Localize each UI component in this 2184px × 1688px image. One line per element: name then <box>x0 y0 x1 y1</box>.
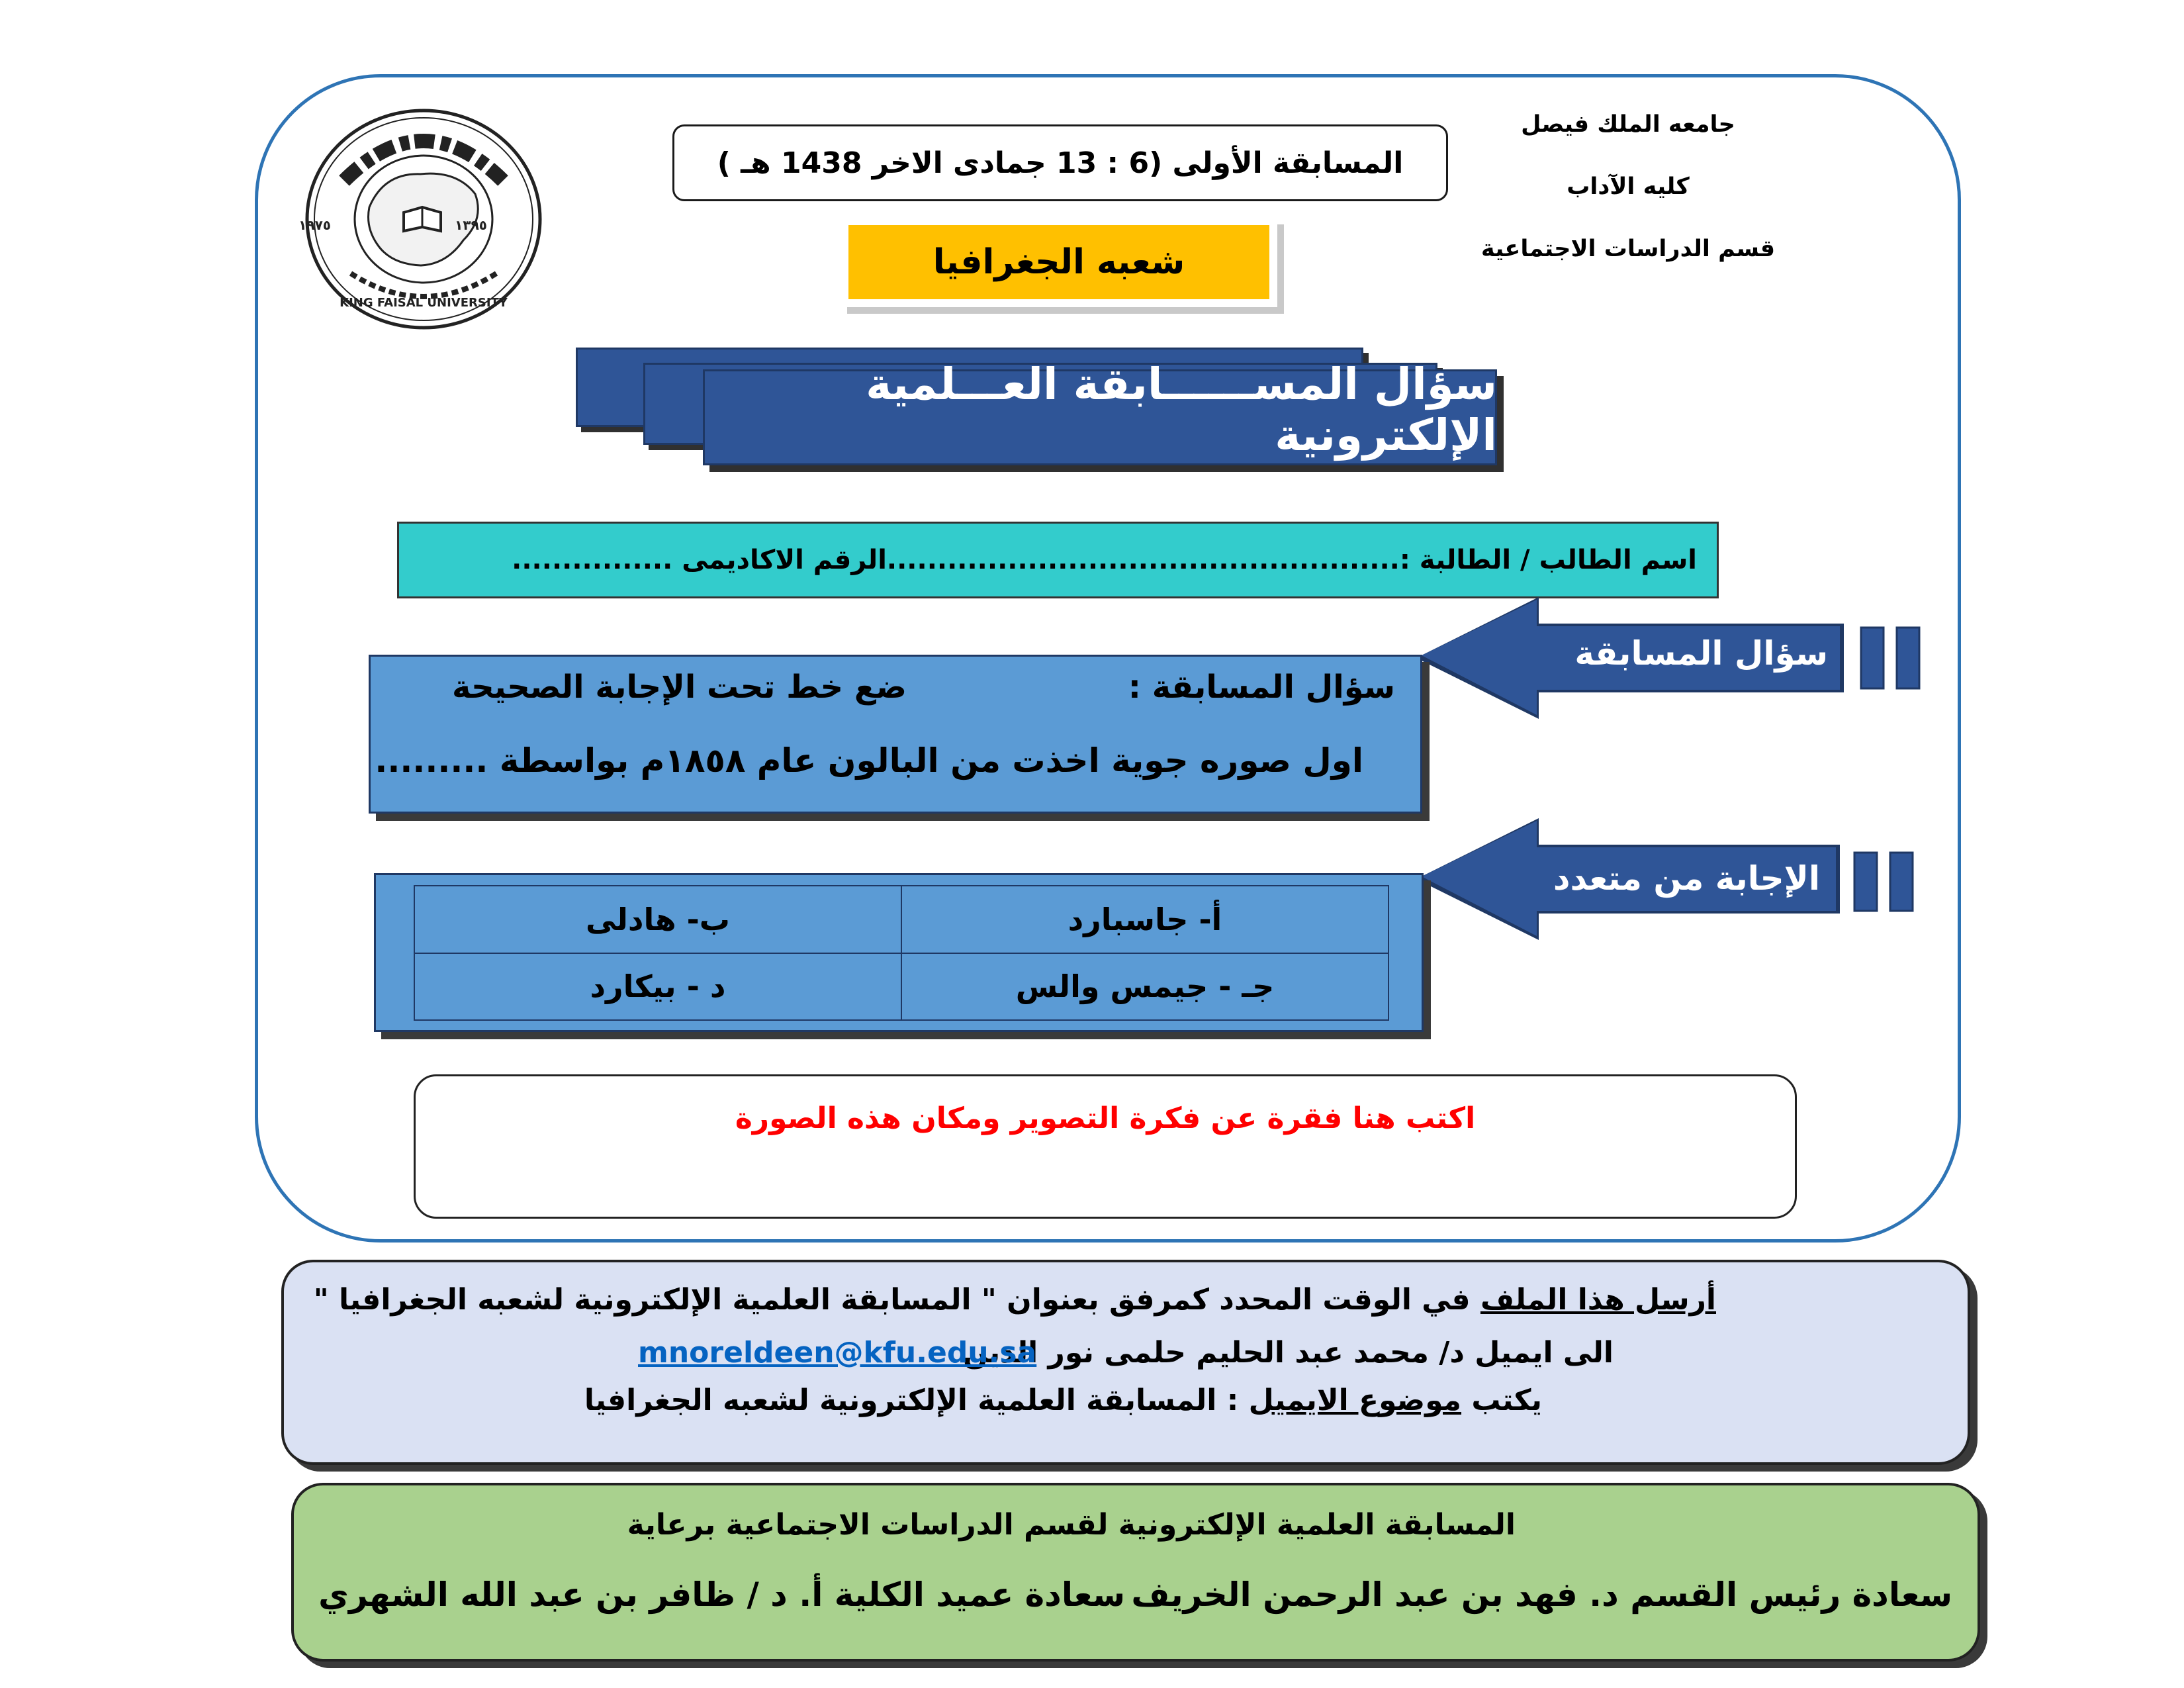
question-instruction: ضع خط تحت الإجابة الصحيحة <box>451 669 907 706</box>
instructions-line-3 <box>584 1383 1542 1417</box>
answers-table <box>414 885 1389 1021</box>
university-logo <box>298 108 543 330</box>
svg-text:KING FAISAL UNIVERSITY: KING FAISAL UNIVERSITY <box>340 296 508 310</box>
question-label: سؤال المسابقة : <box>1128 669 1395 706</box>
student-info-bar <box>397 522 1719 598</box>
college-name: كليه الآداب <box>1567 173 1690 200</box>
competition-date-box <box>672 124 1448 201</box>
sponsor-line: المسابقة العلمية الإلكترونية لقسم الدراسات الاجتماعية برعاية <box>627 1508 1516 1542</box>
svg-text:١٩٧٥: ١٩٧٥ <box>298 217 331 233</box>
email-subject-phrase: موضوع الايميل <box>1248 1383 1462 1417</box>
question-text: اول صوره جوية اخذت من البالون عام ١٨٥٨م بواسطة ......... <box>375 741 1363 780</box>
answer-option-a[interactable]: أ- جاسبارد <box>901 886 1388 953</box>
instructions-line-3-c: : المسابقة العلمية الإلكترونية لشعبه الجغرافيا <box>584 1383 1249 1417</box>
page-title: سؤال المســــــابقة العـــلمية الإلكترونية <box>866 359 1497 461</box>
email-line <box>638 1336 1036 1370</box>
competition-date: المسابقة الأولى (6 : 13 جمادى الاخر 1438 هـ ) <box>717 146 1404 180</box>
section-label: شعبه الجغرافيا <box>848 225 1269 299</box>
college-dean: سعادة عميد الكلية أ. د / ظافر بن عبد الله الشهري <box>318 1575 1125 1614</box>
instructions-line-1 <box>314 1283 1716 1317</box>
student-info-line: اسم الطالب / الطالبة :...................................................الرقم الاكاديمى ................ <box>512 545 1697 575</box>
university-name: جامعه الملك فيصل <box>1521 111 1735 138</box>
write-prompt: اكتب هنا فقرة عن فكرة التصوير ومكان هذه الصورة <box>735 1102 1476 1135</box>
instructions-line-1-rest: في الوقت المحدد كمرفق بعنوان " المسابقة العلمية الإلكترونية لشعبه الجغرافيا " <box>313 1283 1480 1317</box>
instructions-line-2 <box>963 1336 1614 1370</box>
write-answer-box[interactable] <box>414 1074 1797 1219</box>
svg-text:١٣٩٥: ١٣٩٥ <box>455 217 487 233</box>
department-name: قسم الدراسات الاجتماعية <box>1480 236 1776 262</box>
department-head: سعادة رئيس القسم د. فهد بن عبد الرحمن الخريف <box>1131 1575 1952 1614</box>
send-file-phrase: أرسل هذا الملف <box>1480 1283 1716 1317</box>
answer-option-b[interactable]: ب- هادلى <box>414 886 901 953</box>
email-link[interactable]: mnoreldeen@kfu.edu.sa <box>638 1336 1037 1370</box>
answer-option-d[interactable]: د - بيكارد <box>414 953 901 1021</box>
question-arrow-label: سؤال المسابقة <box>1574 634 1828 673</box>
recipient-name: الى ايميل د/ محمد عبد الحليم حلمى نور الدين <box>963 1336 1614 1370</box>
instructions-line-3-a: يكتب <box>1461 1383 1542 1417</box>
answers-arrow-label: الإجابة من متعدد <box>1553 859 1820 898</box>
answer-option-c[interactable]: جـ - جيمس والس <box>901 953 1388 1021</box>
